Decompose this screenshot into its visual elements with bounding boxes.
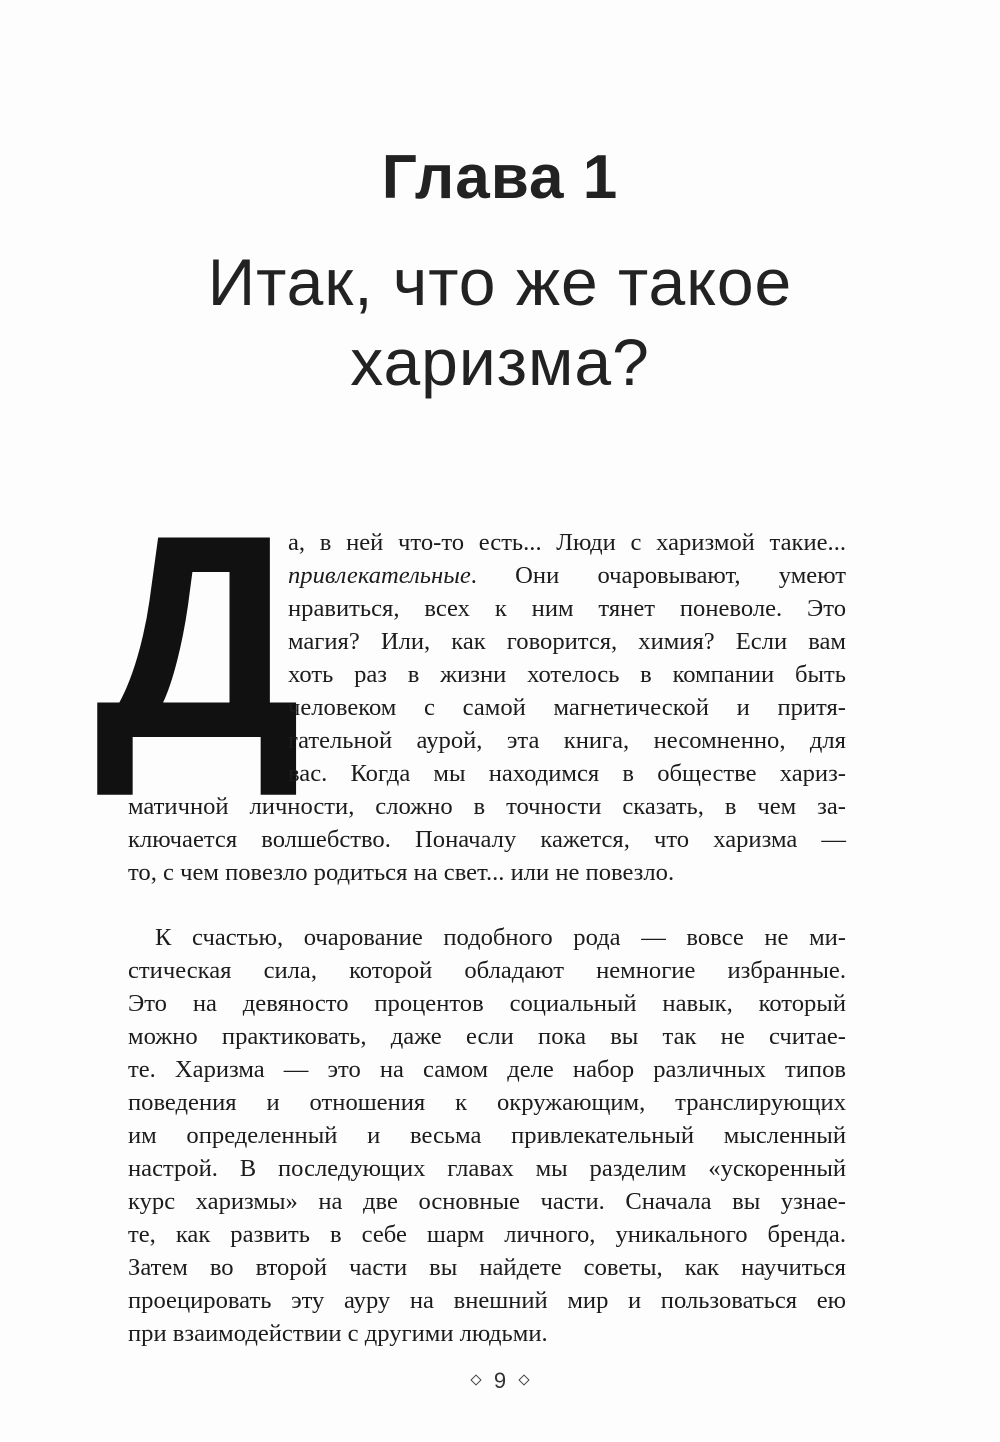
paragraph-line: то, с чем повезло родиться на свет... или не повезло. [128,859,675,886]
paragraph-line: человеком с самой магнетической и притя- [288,694,846,721]
paragraph-line: курс харизмы» на две основные части. Сначала вы узнае- [128,1188,846,1215]
paragraph-line: матичной личности, сложно в точности сказать, в чем за- [128,793,846,820]
paragraph-line: К счастью, очарование подобного рода — вовсе не ми- [155,924,846,951]
chapter-title-line-2: харизма? [350,325,650,399]
italic-emphasis: привлекательные [288,562,471,589]
paragraph-line: гательной аурой, эта книга, несомненно, для [288,727,846,754]
paragraph-line: проецировать эту ауру на внешний мир и пользоваться ею [128,1287,846,1314]
chapter-title-line-1: Итак, что же такое [207,245,793,319]
paragraph-line: им определенный и весьма привлекательный мысленный [128,1122,846,1149]
paragraph-line: поведения и отношения к окружающим, транслирующих [128,1089,846,1116]
paragraph-line: ключается волшебство. Поначалу кажется, что харизма — [128,826,846,853]
paragraph-line: те. Харизма — это на самом деле набор различных типов [128,1056,846,1083]
paragraph-line: настрой. В последующих главах мы разделим «ускоренный [128,1155,846,1182]
paragraph-line: при взаимодействии с другими людьми. [128,1320,548,1347]
paragraph-line-rest: . Они очаровывают, умеют [470,562,846,589]
diamond-ornament-icon [470,1375,481,1386]
paragraph-line: Это на девяносто процентов социальный навык, который [128,990,846,1017]
page-number-value: 9 [493,1368,507,1393]
paragraph-line: стическая сила, которой обладают немногие избранные. [128,957,846,984]
paragraph-line: магия? Или, как говорится, химия? Если вам [288,628,846,655]
page-number [0,1368,1000,1394]
chapter-label: Глава 1 [381,143,619,212]
paragraph-line: нравиться, всех к ним тянет поневоле. Это [288,595,846,622]
paragraph-line: хоть раз в жизни хотелось в компании быть [288,661,846,688]
paragraph-line: можно практиковать, даже если пока вы так не считае- [128,1023,846,1050]
diamond-ornament-icon [518,1375,529,1386]
paragraph-line: Затем во второй части вы найдете советы, как научиться [128,1254,846,1281]
chapter-title [0,242,1000,402]
paragraph-line: те, как развить в себе шарм личного, уникального бренда. [128,1221,846,1248]
paragraph-line: а, в ней что-то есть... Люди с харизмой такие... [288,529,846,556]
drop-cap: Д [94,475,302,799]
paragraph-line: вас. Когда мы находимся в обществе хариз- [288,760,846,787]
paragraph-line [288,561,846,591]
